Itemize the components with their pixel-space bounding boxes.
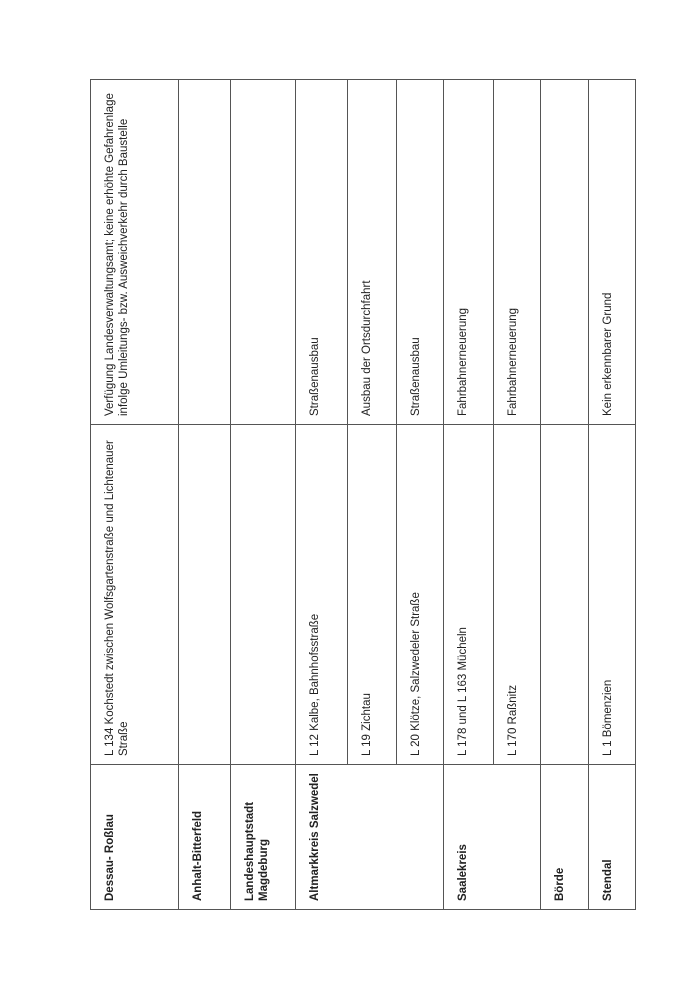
reason-cell: Fahrbahnerneuerung	[494, 80, 541, 425]
district-cell: Landeshauptstadt Magdeburg	[231, 765, 296, 910]
reason-cell	[179, 80, 231, 425]
road-cell: L 19 Zichtau	[348, 425, 397, 765]
district-cell: Börde	[541, 765, 589, 910]
table-row	[541, 80, 589, 910]
table-row	[91, 80, 179, 910]
reason-cell: Verfügung Landesverwaltungsamt; keine erhöhte Gefahrenlage infolge Umleitungs- bzw. Ausweichverkehr durch Baustelle	[91, 80, 179, 425]
road-cell: L 170 Raßnitz	[494, 425, 541, 765]
road-cell: L 1 Bömenzien	[589, 425, 636, 765]
table-row	[231, 80, 296, 910]
reason-cell: Kein erkennbarer Grund	[589, 80, 636, 425]
table-row	[179, 80, 231, 910]
reason-cell	[231, 80, 296, 425]
district-cell: Saalekreis	[444, 765, 541, 910]
reason-cell: Straßenausbau	[397, 80, 444, 425]
reason-cell: Ausbau der Ortsdurchfahrt	[348, 80, 397, 425]
table-row	[444, 80, 494, 910]
table-row	[296, 80, 348, 910]
road-cell: L 12 Kalbe, Bahnhofsstraße	[296, 425, 348, 765]
road-measures-table	[90, 79, 636, 910]
rotated-page-content	[90, 80, 614, 910]
road-cell: L 134 Kochstedt zwischen Wolfsgartenstraße und Lichtenauer Straße	[91, 425, 179, 765]
district-cell: Dessau- Roßlau	[91, 765, 179, 910]
district-cell: Stendal	[589, 765, 636, 910]
district-cell: Altmarkkreis Salzwedel	[296, 765, 444, 910]
district-cell: Anhalt-Bitterfeld	[179, 765, 231, 910]
road-cell	[231, 425, 296, 765]
reason-cell: Straßenausbau	[296, 80, 348, 425]
reason-cell	[541, 80, 589, 425]
road-cell	[541, 425, 589, 765]
road-cell	[179, 425, 231, 765]
reason-cell: Fahrbahnerneuerung	[444, 80, 494, 425]
table-row	[589, 80, 636, 910]
road-cell: L 178 und L 163 Mücheln	[444, 425, 494, 765]
road-cell: L 20 Klötze, Salzwedeler Straße	[397, 425, 444, 765]
